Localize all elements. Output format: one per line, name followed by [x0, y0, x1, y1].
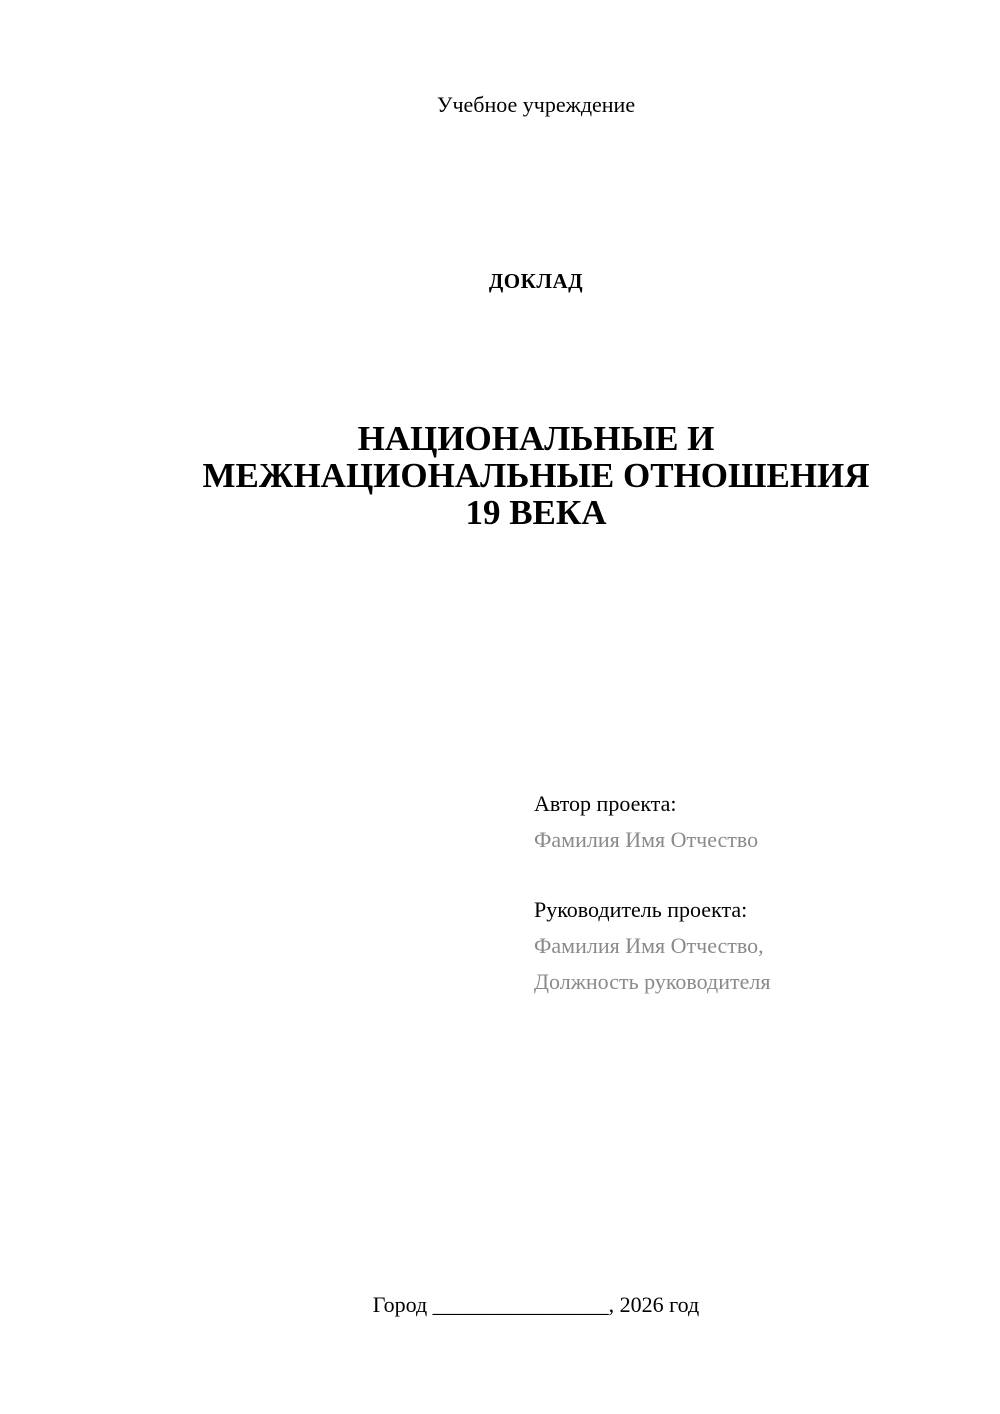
city-year-line: Город ________________, 2026 год: [372, 1292, 700, 1317]
supervisor-block: [534, 892, 770, 1000]
document-type: ДОКЛАД: [488, 269, 584, 293]
supervisor-name: Фамилия Имя Отчество,: [534, 933, 764, 958]
supervisor-label: Руководитель проекта:: [534, 897, 748, 922]
supervisor-position: Должность руководителя: [534, 969, 771, 994]
title-line: 19 ВЕКА: [465, 493, 607, 532]
document-title: [0, 420, 1000, 531]
author-block: [534, 786, 758, 858]
institution-name: Учебное учреждение: [436, 92, 636, 117]
title-line: НАЦИОНАЛЬНЫЕ И: [357, 419, 715, 458]
author-label: Автор проекта:: [534, 791, 677, 816]
title-line: МЕЖНАЦИОНАЛЬНЫЕ ОТНОШЕНИЯ: [202, 456, 870, 495]
author-name: Фамилия Имя Отчество: [534, 827, 759, 852]
